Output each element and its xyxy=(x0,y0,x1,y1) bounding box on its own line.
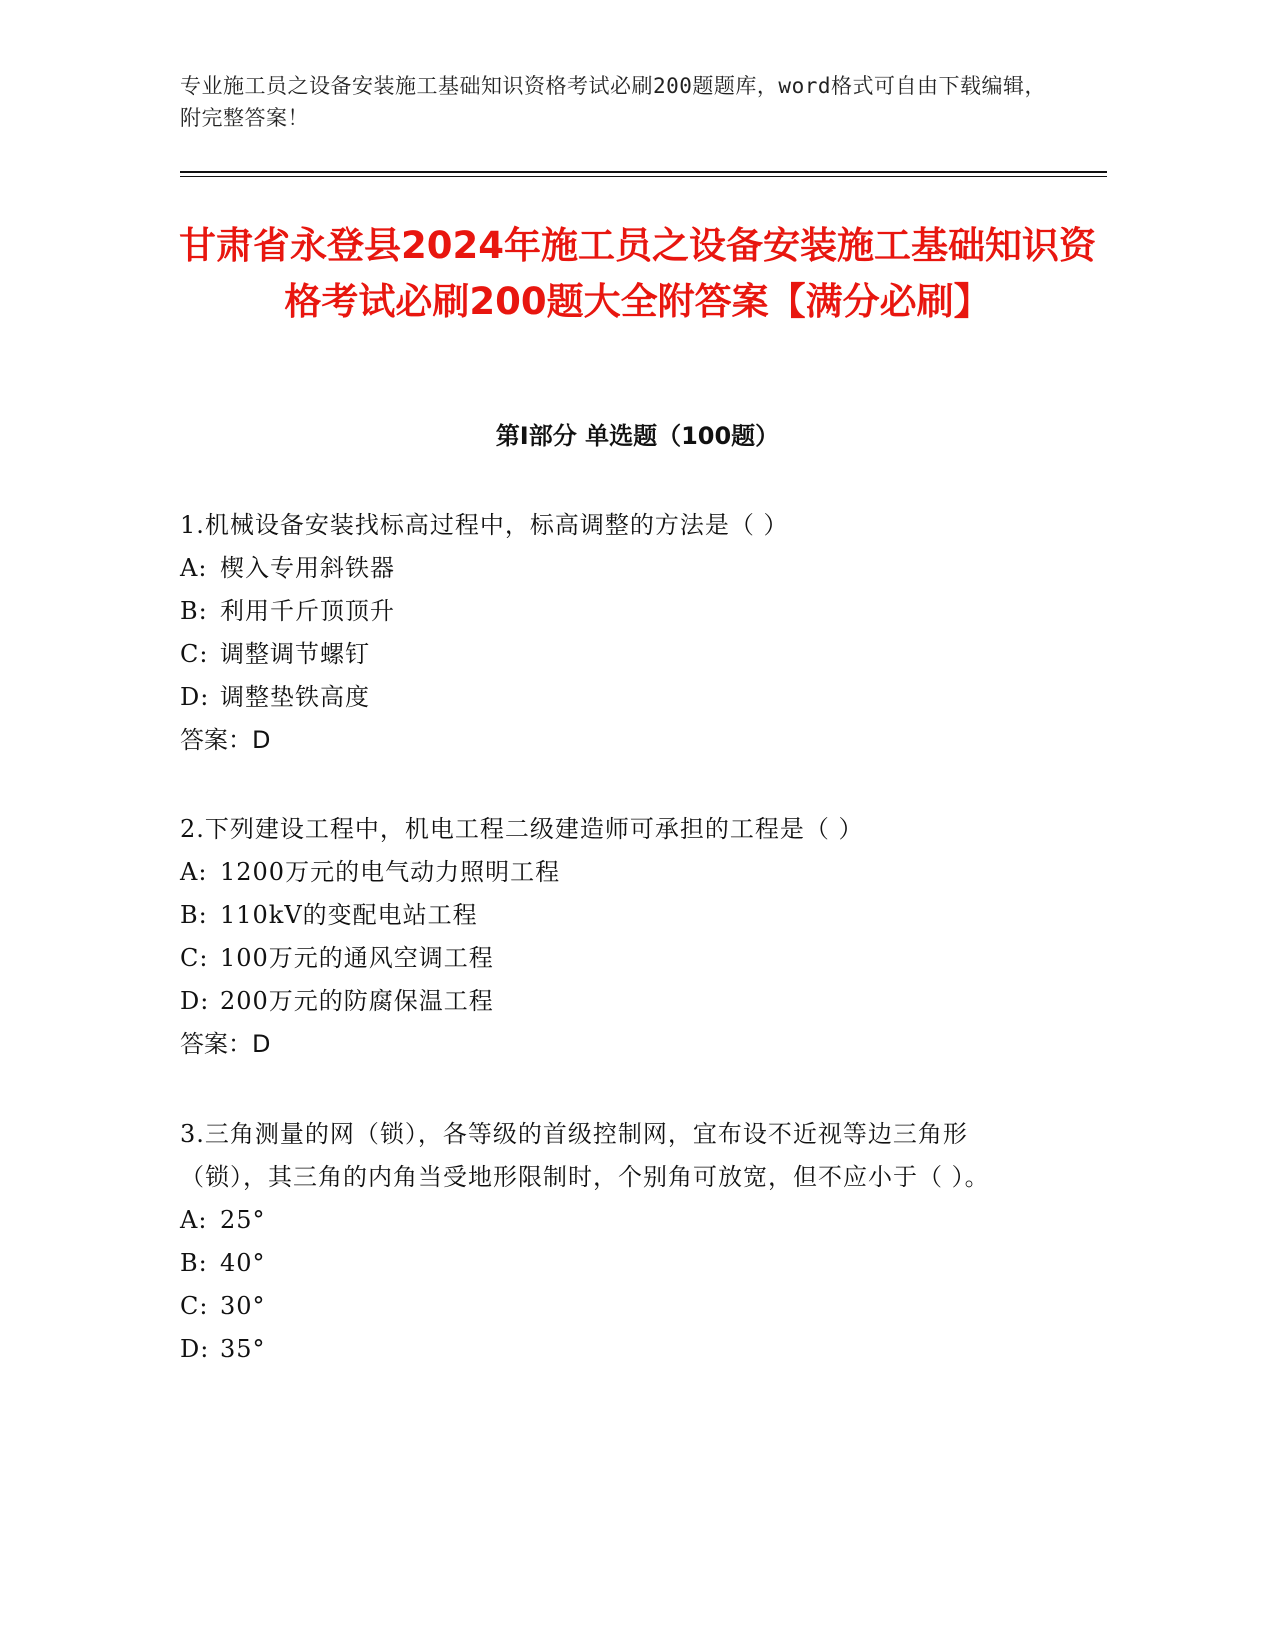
answer-line: 答案：D xyxy=(180,1030,271,1058)
question-stem: 3.三角测量的网（锁），各等级的首级控制网，宜布设不近视等边三角形（锁），其三角的内角当受地形限制时，个别角可放宽，但不应小于（ ）。 xyxy=(180,1120,990,1191)
option-c xyxy=(180,937,1040,980)
option-d xyxy=(180,676,1040,719)
answer-line: 答案：D xyxy=(180,726,271,754)
option-a xyxy=(180,851,1040,894)
question-1 xyxy=(180,504,1040,762)
option-letter: D: xyxy=(180,1335,210,1363)
option-text: 25° xyxy=(220,1206,266,1234)
option-d xyxy=(180,980,1040,1023)
question-2 xyxy=(180,808,1040,1066)
option-letter: B: xyxy=(180,597,208,625)
option-text: 1200万元的电气动力照明工程 xyxy=(220,858,561,886)
option-letter: A: xyxy=(180,1206,208,1234)
option-b xyxy=(180,894,1040,937)
option-letter: C: xyxy=(180,640,209,668)
option-letter: A: xyxy=(180,858,208,886)
header-divider-thin xyxy=(180,176,1107,177)
option-c xyxy=(180,1285,1040,1328)
option-letter: D: xyxy=(180,683,210,711)
question-stem: 1.机械设备安装找标高过程中，标高调整的方法是（ ） xyxy=(180,511,789,539)
option-letter: B: xyxy=(180,1249,208,1277)
option-text: 利用千斤顶顶升 xyxy=(220,597,395,625)
option-text: 35° xyxy=(220,1335,266,1363)
option-d xyxy=(180,1328,1040,1371)
document-title: 甘肃省永登县2024年施工员之设备安装施工基础知识资格考试必刷200题大全附答案【满分必刷】 xyxy=(179,224,1096,323)
option-text: 楔入专用斜铁器 xyxy=(220,554,395,582)
option-letter: D: xyxy=(180,987,210,1015)
option-text: 调整调节螺钉 xyxy=(220,640,370,668)
option-text: 30° xyxy=(220,1292,266,1320)
option-b xyxy=(180,590,1040,633)
question-stem: 2.下列建设工程中，机电工程二级建造师可承担的工程是（ ） xyxy=(180,815,864,843)
option-text: 100万元的通风空调工程 xyxy=(220,944,494,972)
option-letter: B: xyxy=(180,901,208,929)
option-a xyxy=(180,547,1040,590)
option-text: 200万元的防腐保温工程 xyxy=(220,987,494,1015)
option-text: 调整垫铁高度 xyxy=(220,683,370,711)
option-b xyxy=(180,1242,1040,1285)
section-heading: 第Ⅰ部分 单选题（100题） xyxy=(495,422,780,450)
option-letter: C: xyxy=(180,1292,209,1320)
option-letter: A: xyxy=(180,554,208,582)
option-text: 40° xyxy=(220,1249,266,1277)
option-letter: C: xyxy=(180,944,209,972)
header-note: 专业施工员之设备安装施工基础知识资格考试必刷200题题库，word格式可自由下载编辑，附完整答案！ xyxy=(180,74,1046,130)
option-c xyxy=(180,633,1040,676)
header-divider-thick xyxy=(180,171,1107,173)
question-3 xyxy=(180,1113,1040,1371)
option-text: 110kV的变配电站工程 xyxy=(220,901,478,929)
option-a xyxy=(180,1199,1040,1242)
